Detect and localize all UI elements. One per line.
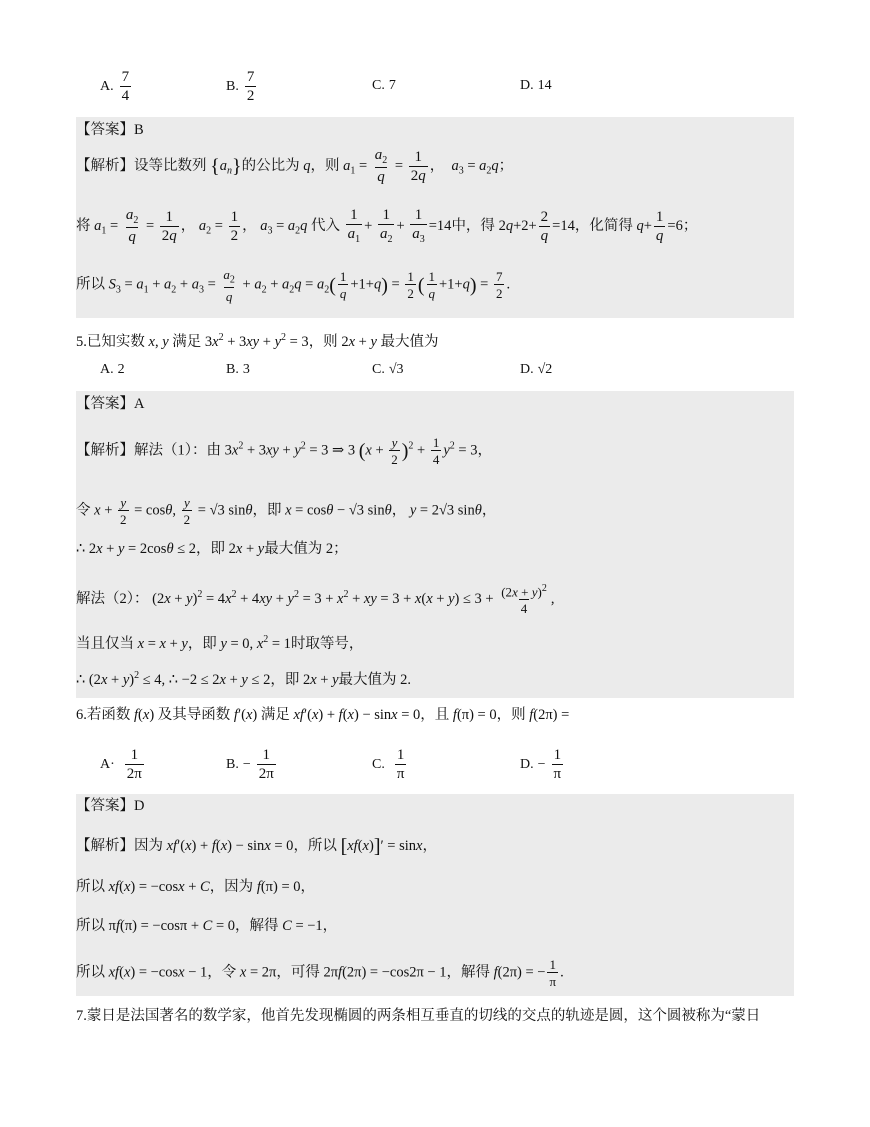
q6-answer: 【答案】D (76, 798, 145, 814)
q4-solution-line1: 【解析】设等比数列 $\{a_n\}$的公比为 q，则 $a_1$ = $\frac{a_2}{q}$ = $\frac{1}{2q}$ ， $a_3 = a_2q$； (76, 147, 514, 185)
q6-solution-line4: 所以 xf(x) = −cosx − 1，令 x = 2π，可得 2πf(2π) = −cos2π − 1，解得 f(2π) = − $\frac{1}{\pi}$ . (76, 957, 564, 989)
option-d: D. 14 (520, 78, 552, 93)
q6-solution-line1: 【解析】因为 xf′(x) + f(x) − sinx = 0，所以 [xf(x)]′ = sinx， (76, 835, 437, 858)
q5-solution-line4: 解法（2）： $(2x + y)^2 = 4x^2 + 4xy + y^2 = 3 + x^2$ + xy = 3 + x(x + y) ≤ 3 + $\frac{(2x + y)^2}{4}$ , (76, 583, 555, 617)
q6-solution-line2: 所以 xf(x) = −cosx + C，因为 f(π) = 0， (76, 879, 315, 895)
option-c: C. √3 (372, 362, 404, 377)
option-letter: A. (100, 79, 114, 94)
q5-stem: 5.已知实数 x, y 满足 $3x^2 + 3xy + y^2 = 3$，则 2x + y 最大值为 (76, 332, 439, 350)
option-b (226, 70, 258, 104)
option-letter: B. (226, 79, 239, 94)
q6-stem: 6.若函数 f(x) 及其导函数 f′(x) 满足 xf′(x) + f(x) − sinx = 0，且 f(π) = 0，则 f(2π) = (76, 707, 570, 723)
option-a: A· $\frac{1}{2\pi}$ (100, 747, 142, 782)
q5-solution-line5: 当且仅当 x = x + y，即 y = 0, $x^2 = 1$时取等号， (76, 634, 364, 652)
q5-answer: 【答案】A (76, 396, 145, 412)
option-c: C. 7 (372, 78, 396, 93)
option-d: D. √2 (520, 362, 553, 377)
q4-solution-line2: 将 $a_1$ = $\frac{a_2}{q}$ = $\frac{1}{2q}$ ， $a_2$ = $\frac{1}{2}$ ， $a_3 = a_2q$ 代入 $\frac{1}{a_1}$ + $\frac{1}{a_2}$ + $\frac{1}{a_3}$ =14中，得 2q+2+ $\frac{2}{q}$ =14，化简得 q+ $\frac{1}{q}$ =6； (76, 207, 698, 245)
option-a: A. 2 (100, 362, 125, 377)
q4-answer: 【答案】B (76, 122, 144, 138)
option-a (100, 70, 133, 104)
option-b: B. − $\frac{1}{2\pi}$ (226, 747, 274, 782)
q5-solution-line2: 令 x + $\frac{y}{2}$ = cosθ, $\frac{y}{2}$ = √3 sinθ，即 x = cosθ − √3 sinθ， y = 2√3 sinθ， (76, 495, 497, 527)
option-c: C. $\frac{1}{\pi}$ (372, 747, 405, 782)
option-d: D. − $\frac{1}{\pi}$ (520, 747, 562, 782)
option-b: B. 3 (226, 362, 250, 377)
fraction: $\frac{7}{4}$ (121, 69, 130, 104)
q5-solution-line1: 【解析】解法（1）：由 $3x^2 + 3xy + y^2 = 3$ ⇒ 3 (x + $\frac{y}{2}$ )$^2$ + $\frac{1}{4}$ $y^2 = 3$， (76, 435, 492, 467)
q5-solution-line6: ∴ $(2x + y)^2 \le 4$, ∴ −2 ≤ 2x + y ≤ 2，即 2x + y最大值为 2. (76, 670, 412, 688)
q4-solution-line3: 所以 $S_3 = a_1 + a_2 + a_3$ = $\frac{a_2}{q}$ + $a_2 + a_2q = a_2$( $\frac{1}{q}$ +1+q) = $\frac{1}{2}$ ( $\frac{1}{q}$ +1+q) = $\frac{7}{2}$ . (76, 267, 511, 304)
q5-solution-line3: ∴ 2x + y = 2cosθ ≤ 2，即 2x + y最大值为 2； (76, 541, 348, 557)
fraction: $\frac{7}{2}$ (246, 69, 255, 104)
q6-solution-line3: 所以 πf(π) = −cosπ + C = 0，解得 C = −1， (76, 918, 338, 934)
q7-stem: 7.蒙日是法国著名的数学家，他首先发现椭圆的两条相互垂直的切线的交点的轨迹是圆，这个圆被称为“蒙日 (76, 1008, 761, 1024)
